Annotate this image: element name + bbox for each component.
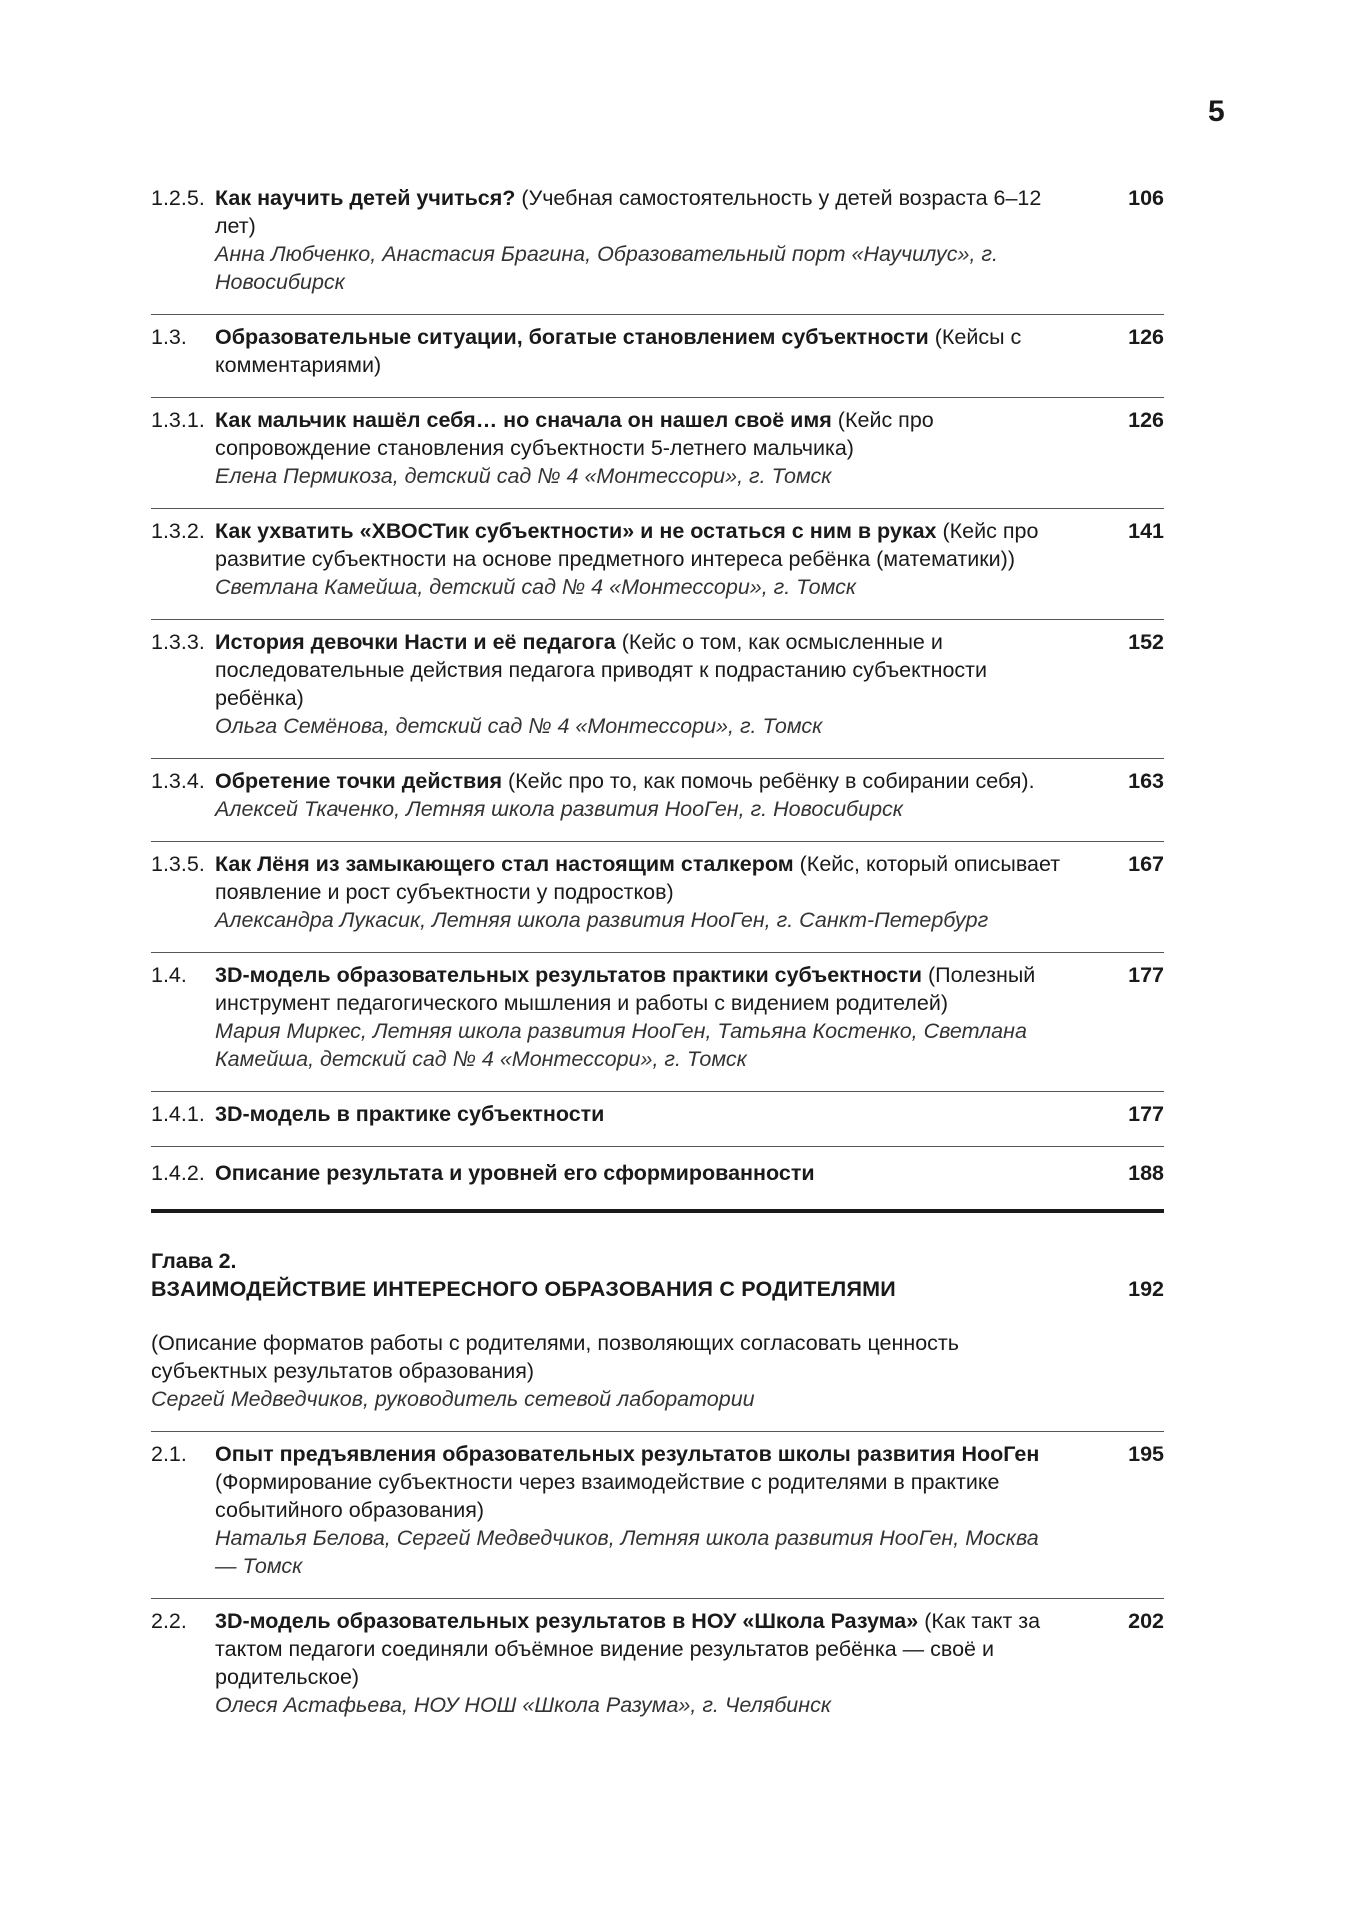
toc-entry-title: Как научить детей учиться? [215,186,516,210]
toc-entry-number: 2.1. [151,1442,187,1466]
toc-entry-number: 1.3. [151,325,187,349]
toc-entry-number: 1.3.4. [151,769,205,793]
toc-entry-title: Образовательные ситуации, богатые становлением субъектности [215,325,929,349]
toc-entry-subtitle: (Кейс, который описывает появление и рост субъектности у подростков) [215,852,1061,904]
toc-entry-subtitle: (Кейсы с комментариями) [215,325,1022,377]
toc-entry-title: 3D-модель образовательных результатов в НОУ «Школа Разума» [215,1609,919,1633]
toc-entry-number: 1.3.1. [151,408,205,432]
toc-entry-page: 126 [1128,408,1164,432]
toc-entry-1-3-5[interactable] [151,842,1164,953]
toc-entry-subtitle: (Как такт за тактом педагоги соединяли объёмное видение результатов ребёнка — своё и родительское) [215,1609,1041,1689]
toc-entry-number: 1.3.5. [151,852,205,876]
toc-entry-subtitle: (Полезный инструмент педагогического мышления и работы с видением родителей) [215,963,1036,1015]
toc-entry-title: История девочки Насти и её педагога [215,630,616,654]
toc-entry-author: Алексей Ткаченко, Летняя школа развития НооГен, г. Новосибирск [215,797,903,821]
toc-entry-page: 188 [1128,1161,1164,1185]
toc-entry-1-4[interactable] [151,953,1164,1092]
toc-entry-title: 3D-модель в практике субъектности [215,1102,605,1126]
toc-entry-title: Как мальчик нашёл себя… но сначала он нашел своё имя [215,408,832,432]
chapter-page: 192 [1128,1277,1164,1301]
toc-entry-1-4-2[interactable] [151,1147,1164,1213]
chapter-intro-text: (Описание форматов работы с родителями, позволяющих согласовать ценность субъектных результатов образования) [151,1331,959,1383]
toc-entry-subtitle: (Кейс про то, как помочь ребёнку в собирании себя). [502,769,1035,793]
toc-entry-1-3-1[interactable] [151,398,1164,509]
toc-entry-page: 163 [1128,769,1164,793]
toc-entry-1-3-2[interactable] [151,509,1164,620]
toc-entry-subtitle: (Учебная самостоятельность у детей возраста 6–12 лет) [215,186,1042,238]
toc-entry-subtitle: (Формирование субъектности через взаимодействие с родителями в практике событийного образования) [215,1470,1000,1522]
toc-entry-author: Светлана Камейша, детский сад № 4 «Монтессори», г. Томск [215,575,857,599]
toc-entry-page: 106 [1128,186,1164,210]
toc-entry-page: 167 [1128,852,1164,876]
toc-entry-title: 3D-модель образовательных результатов практики субъектности [215,963,923,987]
toc-entry-author: Анна Любченко, Анастасия Брагина, Образовательный порт «Научилус», г. Новосибирск [215,242,998,294]
toc-entry-2-2[interactable] [151,1599,1164,1737]
toc-entry-number: 1.4.2. [151,1161,205,1185]
toc-entry-number: 1.3.2. [151,519,205,543]
toc-entry-1-3-3[interactable] [151,620,1164,759]
toc-entry-1-3[interactable] [151,315,1164,398]
toc-entry-subtitle: (Кейс про сопровождение становления субъектности 5-летнего мальчика) [215,408,934,460]
toc-entry-1-4-1[interactable] [151,1092,1164,1147]
toc-entry-author: Ольга Семёнова, детский сад № 4 «Монтессори», г. Томск [215,714,823,738]
toc-entry-page: 177 [1128,963,1164,987]
toc-entry-page: 177 [1128,1102,1164,1126]
toc-entry-page: 141 [1128,519,1164,543]
toc-entry-subtitle: (Кейс о том, как осмысленные и последовательные действия педагога приводят к подрастанию субъектности ребёнка) [215,630,988,710]
toc-entry-number: 1.3.3. [151,630,205,654]
toc-entry-number: 1.4.1. [151,1102,205,1126]
table-of-contents [151,180,1164,1737]
toc-entry-title: Обретение точки действия [215,769,502,793]
toc-entry-number: 2.2. [151,1609,187,1633]
toc-entry-number: 1.4. [151,963,187,987]
toc-entry-title: Описание результата и уровней его сформированности [215,1161,815,1185]
toc-entry-title: Как ухватить «ХВОСТик субъектности» и не остаться с ним в руках [215,519,937,543]
toc-entry-number: 1.2.5. [151,186,205,210]
toc-entry-page: 152 [1128,630,1164,654]
toc-entry-title: Опыт предъявления образовательных результатов школы развития НооГен [215,1442,1040,1466]
toc-entry-author: Наталья Белова, Сергей Медведчиков, Летняя школа развития НооГен, Москва — Томск [215,1526,1039,1578]
toc-entry-1-3-4[interactable] [151,759,1164,842]
toc-entry-page: 202 [1128,1609,1164,1633]
chapter-title: ВЗАИМОДЕЙСТВИЕ ИНТЕРЕСНОГО ОБРАЗОВАНИЯ С РОДИТЕЛЯМИ [151,1277,896,1301]
toc-entry-subtitle: (Кейс про развитие субъектности на основе предметного интереса ребёнка (математики)) [215,519,1039,571]
page-number: 5 [1208,95,1225,128]
chapter-intro-author: Сергей Медведчиков, руководитель сетевой лаборатории [151,1387,755,1411]
chapter-heading[interactable] [151,1213,1164,1303]
toc-entry-page: 126 [1128,325,1164,349]
toc-entry-1-2-5[interactable] [151,180,1164,315]
chapter-label: Глава 2. [151,1249,237,1273]
toc-entry-author: Елена Пермикоза, детский сад № 4 «Монтессори», г. Томск [215,464,832,488]
toc-entry-2-1[interactable] [151,1432,1164,1599]
chapter-intro [151,1303,1164,1432]
toc-entry-author: Мария Миркес, Летняя школа развития НооГен, Татьяна Костенко, Светлана Камейша, детский сад № 4 «Монтессори», г. Томск [215,1019,1027,1071]
toc-entry-title: Как Лёня из замыкающего стал настоящим сталкером [215,852,794,876]
toc-entry-author: Олеся Астафьева, НОУ НОШ «Школа Разума», г. Челябинск [215,1693,831,1717]
toc-entry-author: Александра Лукасик, Летняя школа развития НооГен, г. Санкт-Петербург [215,908,989,932]
toc-entry-page: 195 [1128,1442,1164,1466]
